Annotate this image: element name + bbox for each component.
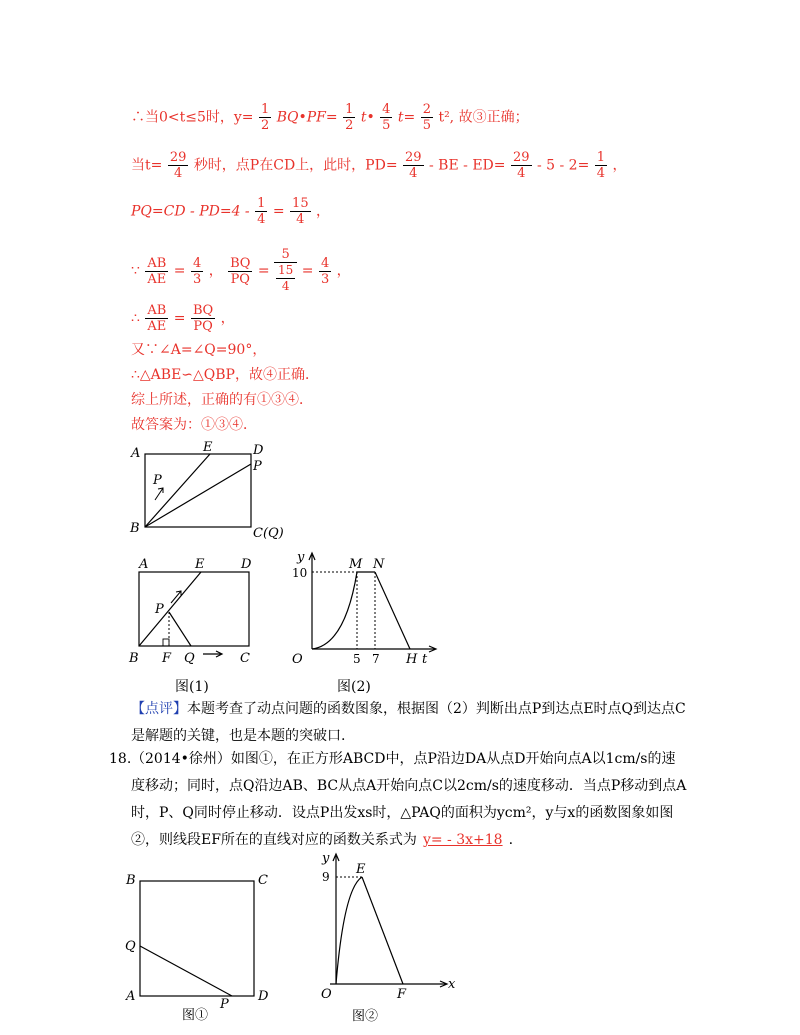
solution-line-9: 故答案为：①③④．	[131, 417, 257, 433]
label-f: F	[397, 987, 407, 1002]
fraction: $\frac{BQ}{PQ}$	[192, 303, 214, 334]
label-t: t	[422, 652, 428, 667]
line-qp	[140, 946, 232, 996]
label-p: P	[155, 602, 164, 617]
fraction: $\frac{15}{4}$	[292, 196, 309, 227]
label-y: y	[322, 851, 330, 866]
segment-ef	[362, 877, 403, 984]
solution-line-1: ∴当0<t≤5时，y= $\frac{1}{2}$ BQ•PF= $\frac{1}{2}$ t• $\frac{4}{5}$ t= $\frac{2}{5}$ t², 故③正确；	[131, 102, 529, 133]
caption: 图(2)	[337, 679, 371, 695]
label-h: H	[406, 652, 418, 667]
label-b: B	[129, 651, 139, 666]
q18-line-2: 度移动；同时，点Q沿边AB、BC从点A开始向点C以2cm/s的速度移动．当点P移动到点A	[131, 778, 687, 794]
figure-2-graph	[285, 545, 445, 697]
question-18-number: 18.	[109, 751, 132, 767]
label-a: A	[126, 989, 136, 1004]
curve-oe	[336, 877, 362, 984]
caption: 图(1)	[175, 679, 209, 695]
q18-line-4: ②，则线段EF所在的直线对应的函数关系式为 y= - 3x+18 .	[131, 832, 514, 848]
label-c: C	[258, 873, 268, 888]
label-e: E	[195, 557, 205, 572]
label-7: 7	[372, 652, 380, 666]
question-18	[131, 746, 711, 854]
comment-line-1: 本题考查了动点问题的函数图象，根据图（2）判断出点P到达点E时点Q到达点C	[187, 701, 686, 717]
label-p: P	[253, 459, 262, 474]
label-p: P	[220, 997, 229, 1012]
label-5: 5	[353, 652, 361, 666]
label-a: A	[139, 557, 149, 572]
comment-tag: 【点评】	[131, 701, 187, 717]
square-abcd	[140, 881, 254, 996]
solution-line-4: ∵ $\frac{AB}{AE}$ = $\frac{4}{3}$ ， $\frac{BQ}{PQ}$ = $\frac{5}{\frac{15}{4}}$ = $\frac{4}{3}$ ，	[131, 247, 351, 293]
fraction: $\frac{29}{4}$	[405, 150, 422, 181]
solution-line-3: PQ=CD - PD=4 - $\frac{1}{4}$ = $\frac{15}{4}$ ，	[131, 196, 331, 227]
label-9: 9	[322, 870, 330, 884]
label-p-arrow: P	[153, 473, 162, 488]
fraction: $\frac{29}{4}$	[512, 150, 530, 181]
line-pq	[169, 612, 191, 646]
label-b: B	[130, 521, 140, 536]
label-q: Q	[184, 651, 195, 666]
arrow-line	[155, 488, 163, 500]
solution-line-7: ∴△ABE∽△QBP，故④正确．	[131, 367, 319, 383]
label-a: A	[131, 446, 141, 461]
comment	[131, 696, 691, 750]
label-y: y	[297, 550, 305, 565]
fraction: $\frac{AB}{AE}$	[147, 255, 167, 287]
caption: 图①	[182, 1008, 209, 1023]
line-be	[145, 454, 210, 527]
fraction: $\frac{1}{2}$	[261, 102, 270, 133]
label-d: D	[258, 989, 269, 1004]
answer: y= - 3x+18	[422, 832, 503, 848]
compound-fraction: $\frac{5}{\frac{15}{4}}$	[274, 248, 297, 294]
fraction: $\frac{1}{4}$	[257, 196, 266, 227]
label-n: N	[373, 557, 385, 572]
solution-line-2: 当t= $\frac{29}{4}$ 秒时，点P在CD上，此时，PD= $\frac{29}{4}$ - BE - ED= $\frac{29}{4}$ - 5 - 2= $\frac{1}{4}$ ，	[131, 150, 627, 181]
right-angle-mark	[163, 639, 169, 646]
label-q: Q	[125, 939, 136, 954]
label-e: E	[203, 440, 213, 455]
label-b: B	[126, 873, 136, 888]
fraction: $\frac{4}{3}$	[320, 255, 330, 287]
q18-line-3: 时，P、Q同时停止移动．设点P出发xs时，△PAQ的面积为ycm²，y与x的函数图象如图	[131, 805, 674, 821]
label-f: F	[162, 651, 172, 666]
fraction: $\frac{4}{5}$	[382, 102, 391, 133]
comment-line-2: 是解题的关键，也是本题的突破口.	[131, 728, 346, 744]
segment-nh	[375, 572, 410, 649]
figure-rectangle-top	[125, 440, 310, 545]
label-d: D	[253, 443, 264, 458]
label-o: O	[292, 652, 303, 667]
label-cq: C(Q)	[253, 526, 284, 541]
q18-line-1: （2014•徐州）如图①，在正方形ABCD中，点P沿边DA从点D开始向点A以1cm/s的速	[131, 751, 676, 767]
fraction: $\frac{1}{4}$	[596, 150, 606, 181]
solution-line-5: ∴ $\frac{AB}{AE}$ = $\frac{BQ}{PQ}$ ，	[131, 303, 235, 334]
label-10: 10	[292, 566, 308, 580]
label-m: M	[349, 557, 363, 572]
label-o: O	[321, 987, 332, 1002]
fraction: $\frac{2}{5}$	[422, 102, 431, 133]
fraction: $\frac{29}{4}$	[169, 150, 187, 181]
label-x: x	[448, 977, 456, 992]
fraction: $\frac{AB}{AE}$	[147, 303, 167, 334]
fraction: $\frac{1}{2}$	[345, 102, 354, 133]
fraction: $\frac{BQ}{PQ}$	[230, 255, 251, 287]
curve-om	[312, 572, 357, 649]
solution-line-6: 又∵∠A=∠Q=90°，	[131, 342, 267, 358]
fraction: $\frac{4}{3}$	[192, 255, 202, 287]
caption: 图②	[352, 1009, 379, 1024]
figure-graph-2	[310, 848, 465, 1028]
solution-line-8: 综上所述，正确的有①③④．	[131, 392, 313, 408]
label-d: D	[241, 557, 252, 572]
label-c: C	[240, 651, 250, 666]
label-e: E	[356, 862, 366, 877]
figure-1	[125, 555, 265, 697]
figure-square	[120, 868, 280, 1028]
line-be	[139, 572, 201, 646]
